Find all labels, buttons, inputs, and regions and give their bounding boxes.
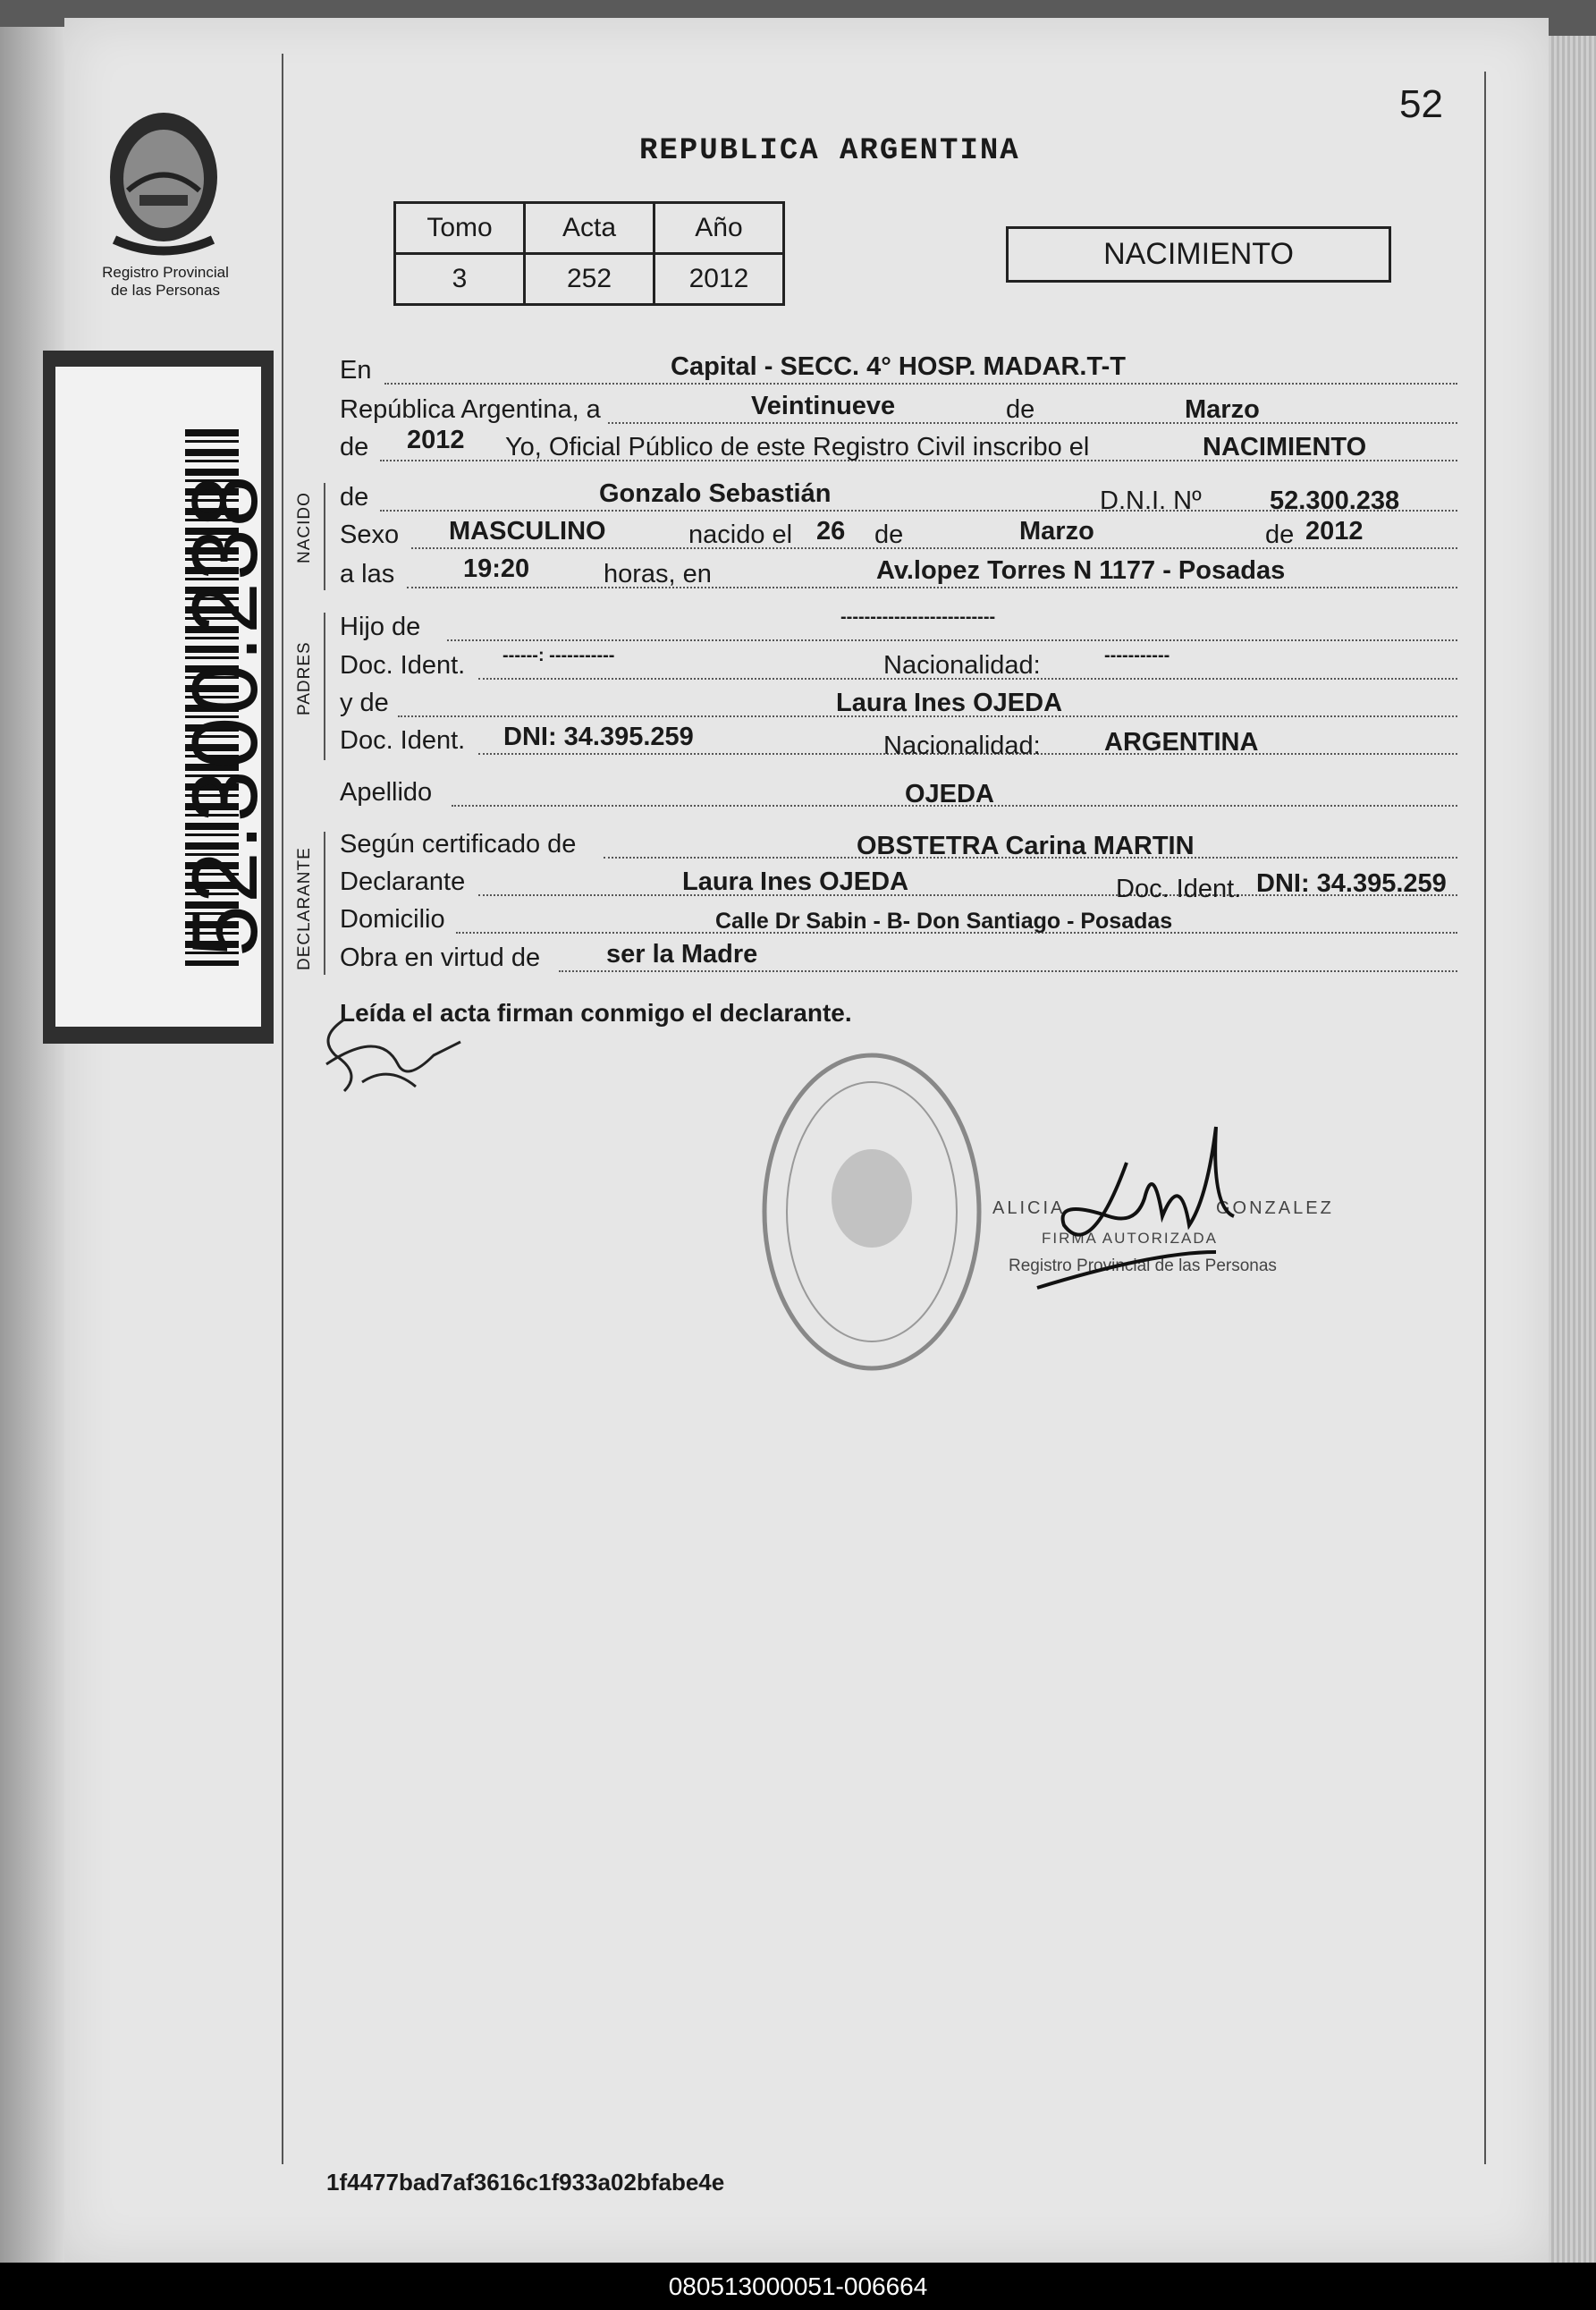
nacido-rule: [324, 483, 325, 590]
row-domicilio: [340, 905, 1457, 941]
label-nacido-de: de: [874, 520, 904, 549]
label-de-mes: de: [1006, 395, 1035, 424]
section-label-declarante: DECLARANTE: [295, 847, 314, 970]
value-domicilio: Calle Dr Sabin - B- Don Santiago - Posadas: [715, 909, 1173, 934]
label-en: En: [340, 356, 372, 385]
barcode-number: 52.300.238: [173, 473, 277, 957]
value-en: Capital - SECC. 4° HOSP. MADAR.T-T: [671, 352, 1126, 381]
row-en: [340, 352, 1457, 392]
label-dni: D.N.I. Nº: [1100, 487, 1202, 515]
record-header-acta: Acta: [525, 203, 654, 254]
value-nacido-dia: 26: [816, 517, 846, 546]
official-name: ALICIA: [992, 1198, 1066, 1218]
label-decl-doc: Doc. Ident.: [1116, 875, 1242, 903]
value-declarante: Laura Ines OJEDA: [682, 867, 909, 896]
label-madre-nac: Nacionalidad:: [883, 732, 1041, 760]
row-declarante: [340, 867, 1457, 903]
official-signature: [1028, 1118, 1270, 1297]
label-republica: República Argentina, a: [340, 395, 601, 424]
section-label-nacido: NACIDO: [295, 492, 314, 563]
value-hora: 19:20: [463, 554, 530, 583]
label-madre-doc: Doc. Ident.: [340, 726, 466, 755]
row-padre-doc: [340, 646, 1457, 687]
label-certificado: Según certificado de: [340, 830, 577, 859]
row-certificado: [340, 830, 1457, 866]
value-nacido-anio: 2012: [1305, 517, 1364, 546]
registry-line1: Registro Provincial: [102, 264, 229, 281]
scan-id-bar: [0, 2263, 1596, 2310]
misiones-seal-icon: [97, 106, 231, 262]
label-de-anio: de: [340, 433, 369, 461]
row-nombre: [340, 479, 1457, 519]
value-madre-nac: ARGENTINA: [1104, 728, 1259, 757]
official-stamp: [756, 1046, 988, 1377]
label-padre-nac: Nacionalidad:: [883, 651, 1041, 680]
label-oficial: Yo, Oficial Público de este Registro Civil inscribo el: [505, 433, 1090, 461]
official-title: FIRMA AUTORIZADA: [1042, 1230, 1218, 1247]
value-hijo-de: --------------------------: [840, 607, 996, 627]
value-anio: 2012: [407, 426, 465, 454]
section-label-padres: PADRES: [295, 641, 314, 715]
sticker-face: [55, 367, 277, 1027]
value-certificado: OBSTETRA Carina MARTIN: [857, 832, 1195, 860]
official-signature-icon: [1028, 1118, 1270, 1297]
value-dia: Veintinueve: [751, 392, 896, 420]
record-table: [393, 201, 785, 306]
right-margin-rule: [1484, 72, 1486, 2164]
value-nombre: Gonzalo Sebastián: [599, 479, 832, 508]
value-mes: Marzo: [1185, 395, 1260, 424]
row-madre-doc: [340, 723, 1457, 762]
page-number: 52: [1399, 82, 1443, 126]
province-emblem: [97, 106, 231, 262]
value-obra: ser la Madre: [606, 940, 758, 969]
official-org: Registro Provincial de las Personas: [1009, 1257, 1277, 1275]
label-nacido-el: nacido el: [688, 520, 793, 549]
label-horas-en: horas, en: [604, 560, 712, 588]
round-stamp-icon: [756, 1046, 988, 1377]
value-sexo: MASCULINO: [449, 517, 606, 546]
page-stack-edge: [1549, 36, 1596, 2263]
official-surname: GONZALEZ: [1216, 1198, 1334, 1218]
row-hijo-de: [340, 607, 1457, 648]
record-value-tomo: 3: [395, 254, 525, 305]
record-value-anio: 2012: [654, 254, 784, 305]
value-inscribo: NACIMIENTO: [1203, 433, 1367, 461]
padres-rule: [324, 613, 325, 760]
value-madre: Laura Ines OJEDA: [836, 689, 1063, 717]
value-decl-doc: DNI: 34.395.259: [1256, 869, 1447, 898]
label-sexo: Sexo: [340, 520, 400, 549]
value-nacido-mes: Marzo: [1019, 517, 1094, 546]
label-de-nombre: de: [340, 483, 369, 512]
registry-line2: de las Personas: [111, 282, 220, 299]
record-header-tomo: Tomo: [395, 203, 525, 254]
label-y-de: y de: [340, 689, 389, 717]
value-madre-doc: DNI: 34.395.259: [503, 723, 694, 751]
label-apellido: Apellido: [340, 778, 433, 807]
value-dni: 52.300.238: [1270, 487, 1400, 515]
registry-caption: [80, 264, 250, 300]
value-apellido: OJEDA: [905, 780, 994, 808]
value-padre-nac: -----------: [1104, 646, 1170, 665]
barcode-sticker: [43, 351, 277, 1044]
label-domicilio: Domicilio: [340, 905, 445, 934]
country-title: REPUBLICA ARGENTINA: [639, 134, 1020, 168]
declarant-signature-icon: [308, 1002, 469, 1104]
row-apellido: [340, 778, 1457, 814]
value-lugar: Av.lopez Torres N 1177 - Posadas: [876, 556, 1286, 585]
label-hijo-de: Hijo de: [340, 613, 421, 641]
declarant-signature: [308, 1002, 469, 1104]
row-fecha: [340, 392, 1457, 431]
label-obra: Obra en virtud de: [340, 943, 541, 972]
row-sexo: [340, 517, 1457, 556]
label-a-las: a las: [340, 560, 395, 588]
row-anio: [340, 426, 1457, 469]
scan-id: 080513000051-006664: [668, 2272, 928, 2300]
declarante-rule: [324, 832, 325, 975]
record-value-acta: 252: [525, 254, 654, 305]
left-margin-rule: [282, 54, 283, 2164]
footer-hash: 1f4477bad7af3616c1f933a02bfabe4e: [326, 2169, 725, 2196]
label-padre-doc: Doc. Ident.: [340, 651, 466, 680]
act-type-box: NACIMIENTO: [1006, 226, 1391, 283]
row-obra: [340, 940, 1457, 979]
value-padre-doc: ------: -----------: [502, 646, 615, 665]
label-declarante: Declarante: [340, 867, 466, 896]
record-header-anio: Año: [654, 203, 784, 254]
row-madre: [340, 689, 1457, 724]
row-hora: [340, 554, 1457, 596]
closing-text: Leída el acta firman conmigo el declarante.: [340, 999, 852, 1027]
label-nacido-de-anio: de: [1265, 520, 1295, 549]
